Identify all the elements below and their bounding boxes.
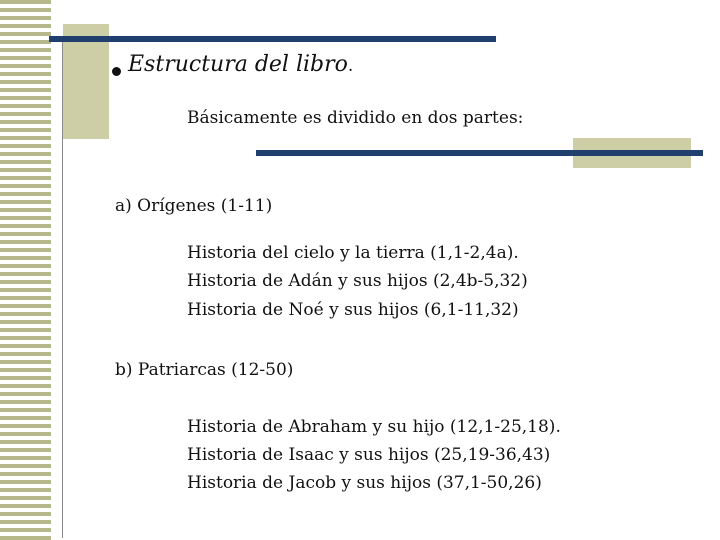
section-b-item: Historia de Isaac y sus hijos (25,19-36,43) <box>187 445 551 465</box>
section-a-item: Historia del cielo y la tierra (1,1-2,4a). <box>187 243 519 263</box>
section-b-title: b) Patriarcas (12-50) <box>115 360 294 380</box>
intro-text: Básicamente es dividido en dos partes: <box>187 108 524 128</box>
bullet-icon <box>112 67 121 76</box>
accent-bar-top <box>49 36 496 42</box>
heading-punct: . <box>347 56 354 76</box>
accent-bar-middle <box>256 150 703 156</box>
section-a-title: a) Orígenes (1-11) <box>115 196 273 216</box>
section-a-item: Historia de Noé y sus hijos (6,1-11,32) <box>187 300 519 320</box>
heading-text: Estructura del libro <box>128 52 348 77</box>
section-b-item: Historia de Abraham y su hijo (12,1-25,18). <box>187 417 561 437</box>
decorative-stripes <box>0 0 51 540</box>
section-b-item: Historia de Jacob y sus hijos (37,1-50,26) <box>187 473 542 493</box>
slide-heading <box>128 50 353 81</box>
section-a-item: Historia de Adán y sus hijos (2,4b-5,32) <box>187 271 528 291</box>
